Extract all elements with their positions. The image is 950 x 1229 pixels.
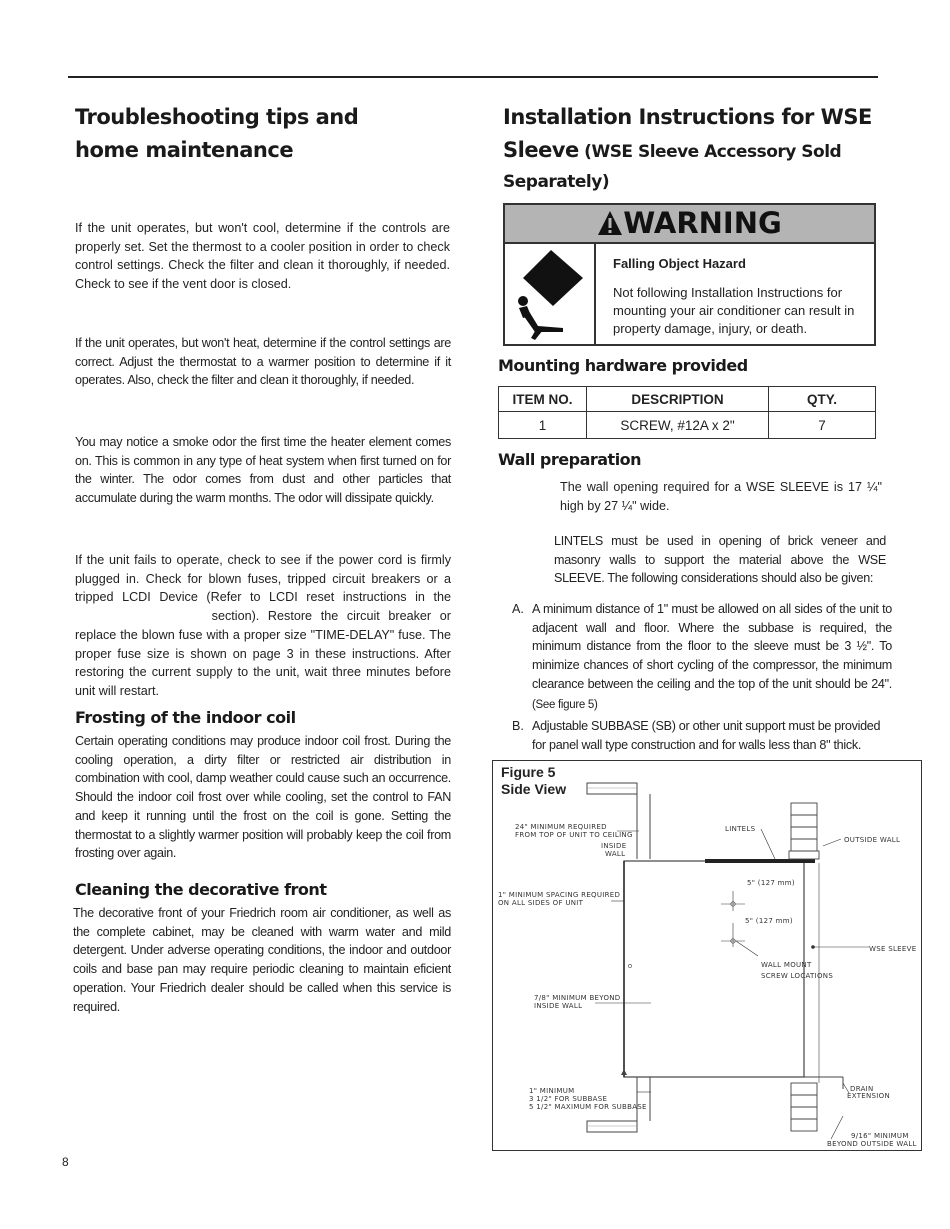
label-beyond-line1: 7/8" MINIMUM BEYOND <box>534 994 621 1002</box>
label-subbase-line2: 3 1/2" FOR SUBBASE <box>529 1095 608 1103</box>
label-drain-line2: EXTENSION <box>847 1092 890 1100</box>
item-b-marker: B. <box>512 719 524 733</box>
hardware-table <box>498 386 876 439</box>
falling-object-icon <box>505 242 596 344</box>
warning-triangle-icon <box>597 210 623 236</box>
left-title-line1: Troubleshooting tips and <box>75 105 359 129</box>
frosting-heading: Frosting of the indoor coil <box>75 708 296 727</box>
figure-5 <box>492 760 922 1151</box>
table-cell: 7 <box>769 412 876 439</box>
label-ceiling-line1: 24" MINIMUM REQUIRED <box>515 823 607 831</box>
label-lintels: LINTELS <box>725 825 756 833</box>
right-title-sleeve: Sleeve <box>503 138 579 162</box>
right-title-line2 <box>503 134 872 169</box>
right-title <box>503 101 872 195</box>
table-header-row <box>499 387 876 412</box>
label-drain-line1: DRAIN <box>850 1085 874 1093</box>
top-rule <box>68 76 878 78</box>
label-spacing-line1: 1" MINIMUM SPACING REQUIRED <box>498 891 621 899</box>
cleaning-heading: Cleaning the decorative front <box>75 880 327 899</box>
label-ceiling-line2: FROM TOP OF UNIT TO CEILING <box>515 831 633 839</box>
table-row <box>499 412 876 439</box>
warning-header <box>505 205 874 244</box>
hazard-title: Falling Object Hazard <box>613 256 746 271</box>
figure-reference: (See figure 5) <box>532 698 598 711</box>
left-title-line2: home maintenance <box>75 138 294 162</box>
label-wall-mount-line2: SCREW LOCATIONS <box>761 972 834 980</box>
figure-title: Figure 5 <box>501 764 556 780</box>
para-fails-part-b: section). Restore the circuit breaker or replace the blown fuse with a proper size "TIME-DELAY" fuse. The proper fuse size is shown on page 3 in these instructions. After restoring the current supply to the unit, wait three minutes before unit will restart. <box>75 609 451 698</box>
table-cell: SCREW, #12A x 2" <box>587 412 769 439</box>
label-beyond-line2: INSIDE WALL <box>534 1002 583 1010</box>
table-cell: 1 <box>499 412 587 439</box>
label-inside-line2: WALL <box>605 850 626 858</box>
right-title-line3: Separately) <box>503 172 610 192</box>
label-inside-line1: INSIDE <box>601 842 627 850</box>
para-wall-opening: The wall opening required for a WSE SLEEVE is 17 ¼" high by 27 ¼" wide. <box>560 480 882 513</box>
item-a-text <box>532 600 892 714</box>
hazard-text: Not following Installation Instructions for mounting your air conditioner can result in property damage, injury, or death. <box>613 285 855 336</box>
label-subbase-line3: 5 1/2" MAXIMUM FOR SUBBASE <box>529 1103 647 1111</box>
para-fails-to-operate <box>75 551 451 701</box>
warning-label: WARNING <box>623 206 782 240</box>
right-title-line1: Installation Instructions for WSE <box>503 105 872 129</box>
figure-subtitle: Side View <box>501 781 567 797</box>
para-lintels: LINTELS must be used in opening of brick veneer and masonry walls to support the material above the WSE SLEEVE. The following considerations should also be given: <box>554 534 886 586</box>
para-frosting: Certain operating conditions may produce indoor coil frost. During the cooling operation, a dirty filter or restricted air distribution in combination with cool, damp weather could cause such an occurrence. Should the indoor coil frost over while cooling, set the control to FAN and keep it running until the frost on the coil is gone. Setting the thermostat to a slightly warmer position will probably keep the coil from frosting over again. <box>75 734 451 861</box>
para-wont-heat: If the unit operates, but won't heat, determine if the control settings are correct. Adjust the thermostat to a warmer position to determine if it operates. Also, check the filter and clean it thoroughly, if needed. <box>75 336 451 388</box>
table-header: ITEM NO. <box>499 387 587 412</box>
label-wall-mount-line1: WALL MOUNT <box>761 961 812 969</box>
label-5in-upper: 5" (127 mm) <box>747 879 795 887</box>
side-view-diagram <box>493 761 921 1150</box>
para-wont-cool: If the unit operates, but won't cool, determine if the controls are properly set. Set the thermost to a cooler position in order to check control settings. Check the filter and clean it thoroughly, if needed. Check to see if the vent door is closed. <box>75 221 450 292</box>
para-smoke-odor: You may notice a smoke odor the first time the heater element comes on. This is common in any type of heat system when first turned on for the winter. The odor comes from dust and other particles that accumulate during the warm months. The odor will dissipate quickly. <box>75 435 451 506</box>
label-916-line2: BEYOND OUTSIDE WALL <box>827 1140 917 1148</box>
item-a-marker: A. <box>512 602 524 616</box>
table-header: QTY. <box>769 387 876 412</box>
right-title-paren: (WSE Sleeve Accessory Sold <box>578 142 842 162</box>
left-title <box>75 101 358 167</box>
page-number: 8 <box>62 1155 69 1169</box>
label-wse-sleeve: WSE SLEEVE <box>869 945 917 953</box>
item-a-body: A minimum distance of 1" must be allowed on all sides of the unit to adjacent wall and floor. Where the subbase is required, the minimum distance from the floor to the sleeve must be 3 ½". To minimize chances of short cycling of the compressor, the minimum clearance between the ceiling and the top of the unit should be 24". <box>532 602 892 691</box>
mounting-heading: Mounting hardware provided <box>498 356 748 375</box>
item-b-text: Adjustable SUBBASE (SB) or other unit support must be provided for panel wall type construction and for walls less than 8" thick. <box>532 719 881 752</box>
label-5in-lower: 5" (127 mm) <box>745 917 793 925</box>
warning-box <box>503 203 876 346</box>
wall-prep-heading: Wall preparation <box>498 450 642 469</box>
label-916-line1: 9/16" MINIMUM <box>851 1132 909 1140</box>
label-subbase-line1: 1" MINIMUM <box>529 1087 575 1095</box>
label-outside-wall: OUTSIDE WALL <box>844 836 901 844</box>
label-spacing-line2: ON ALL SIDES OF UNIT <box>498 899 584 907</box>
table-header: DESCRIPTION <box>587 387 769 412</box>
para-fails-part-a: If the unit fails to operate, check to see if the power cord is firmly plugged in. Check for blown fuses, tripped circuit breakers or a tripped LCDI Device (Refer to LCDI reset instructions in the <box>75 553 451 605</box>
para-cleaning: The decorative front of your Friedrich room air conditioner, as well as the complete cabinet, may be cleaned with warm water and mild detergent. Under adverse operating conditions, the indoor and outdoor coils and base pan may require periodic cleaning to maintain eficient operation. Your Friedrich dealer should be called when this service is required. <box>73 906 451 1014</box>
